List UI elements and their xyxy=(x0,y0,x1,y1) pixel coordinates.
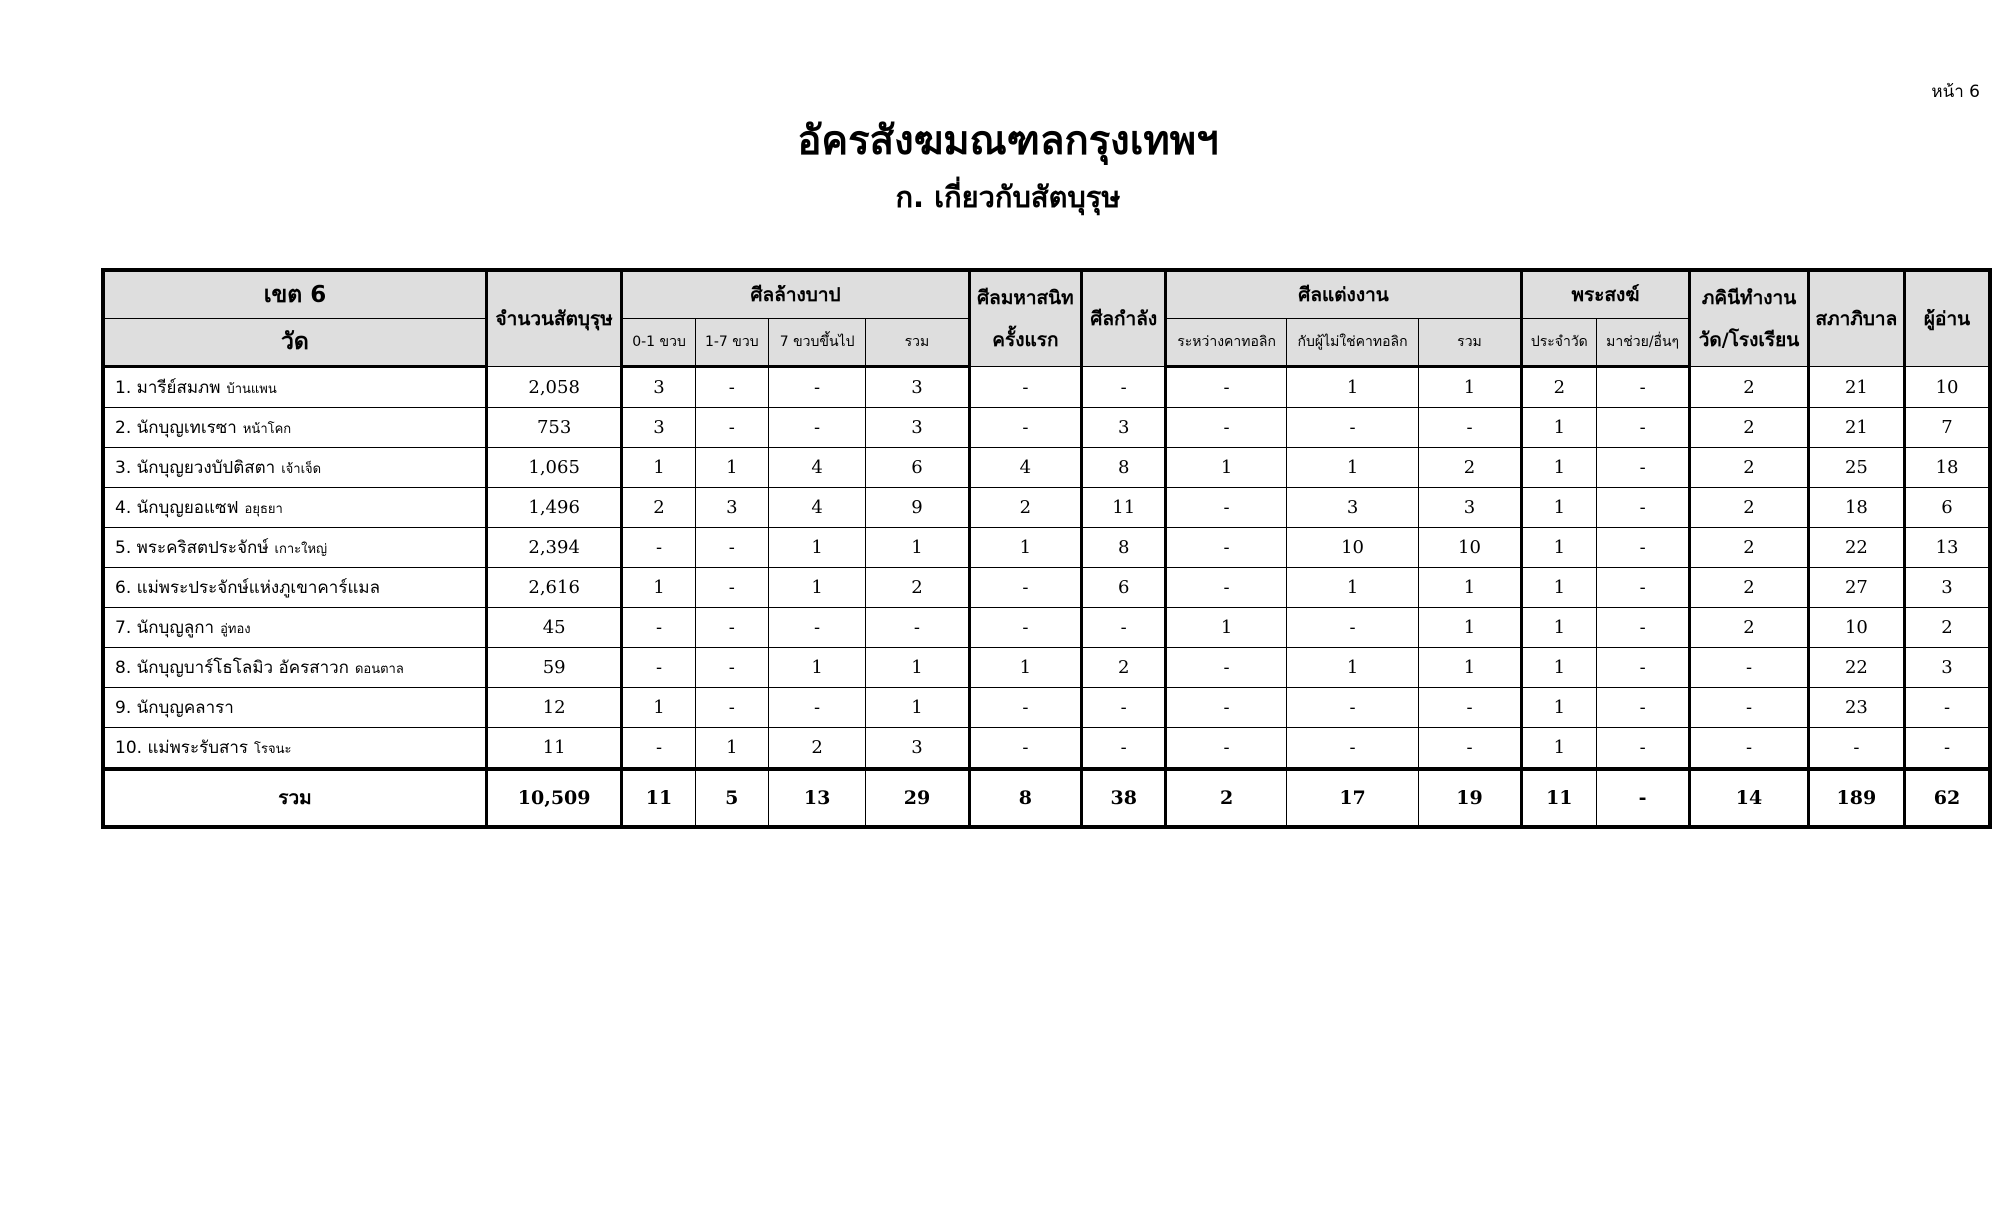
baptism-header: ศีลล้างบาป xyxy=(622,270,969,319)
church-name: 1. มารีย์สมภพ xyxy=(115,378,221,398)
marriage-mixed-cell: 10 xyxy=(1286,528,1418,568)
population-cell: 59 xyxy=(486,648,621,688)
council-cell: 22 xyxy=(1808,648,1904,688)
church-name-cell xyxy=(103,408,486,448)
confirmation-cell: - xyxy=(1082,367,1166,408)
church-name-cell xyxy=(103,608,486,648)
nuns-cell: 2 xyxy=(1690,528,1808,568)
total-label: รวม xyxy=(103,769,486,827)
table-row xyxy=(103,728,1990,770)
baptism-7-up-cell: 4 xyxy=(768,448,865,488)
total-priests-resident: 11 xyxy=(1521,769,1596,827)
baptism-7-up-cell: 1 xyxy=(768,648,865,688)
total-baptism-total: 29 xyxy=(866,769,969,827)
church-name: 10. แม่พระรับสาร xyxy=(115,738,249,758)
marriage-total-cell: 1 xyxy=(1419,367,1521,408)
priests-resident-cell: 1 xyxy=(1521,448,1596,488)
marriage-mixed-cell: 1 xyxy=(1286,448,1418,488)
confirmation-cell: - xyxy=(1082,688,1166,728)
marriage-total-cell: 1 xyxy=(1419,568,1521,608)
baptism-1-7-cell: - xyxy=(695,528,768,568)
marriage-mixed-cell: 1 xyxy=(1286,648,1418,688)
marriage-catholic-header: ระหว่างคาทอลิก xyxy=(1166,319,1286,367)
baptism-0-1-cell: - xyxy=(622,648,695,688)
confirmation-cell: - xyxy=(1082,608,1166,648)
readers-cell: 10 xyxy=(1905,367,1990,408)
priests-resident-cell: 1 xyxy=(1521,688,1596,728)
header-row-1 xyxy=(103,270,1990,319)
readers-cell: 13 xyxy=(1905,528,1990,568)
baptism-7-up-header: 7 ขวบขึ้นไป xyxy=(768,319,865,367)
priests-resident-cell: 2 xyxy=(1521,367,1596,408)
priests-assist-cell: - xyxy=(1596,608,1689,648)
total-priests-assist: - xyxy=(1596,769,1689,827)
marriage-total-cell: 1 xyxy=(1419,608,1521,648)
church-location: บ้านแพน xyxy=(226,382,277,397)
table-row xyxy=(103,528,1990,568)
population-cell: 1,496 xyxy=(486,488,621,528)
baptism-0-1-cell: 2 xyxy=(622,488,695,528)
council-cell: 21 xyxy=(1808,408,1904,448)
readers-cell: 6 xyxy=(1905,488,1990,528)
population-cell: 753 xyxy=(486,408,621,448)
nuns-header-line2: วัด/โรงเรียน xyxy=(1698,329,1800,351)
priests-assist-cell: - xyxy=(1596,408,1689,448)
readers-cell: - xyxy=(1905,688,1990,728)
council-cell: 27 xyxy=(1808,568,1904,608)
statistics-table xyxy=(101,268,1992,829)
marriage-total-cell: 1 xyxy=(1419,648,1521,688)
priests-resident-cell: 1 xyxy=(1521,648,1596,688)
nuns-cell: - xyxy=(1690,648,1808,688)
communion-cell: - xyxy=(969,688,1081,728)
council-cell: 10 xyxy=(1808,608,1904,648)
total-readers: 62 xyxy=(1905,769,1990,827)
baptism-7-up-cell: - xyxy=(768,608,865,648)
readers-cell: 3 xyxy=(1905,648,1990,688)
baptism-total-cell: 3 xyxy=(866,408,969,448)
baptism-1-7-cell: - xyxy=(695,688,768,728)
readers-cell: 2 xyxy=(1905,608,1990,648)
marriage-mixed-cell: 1 xyxy=(1286,568,1418,608)
priests-resident-cell: 1 xyxy=(1521,728,1596,770)
marriage-catholic-cell: - xyxy=(1166,688,1286,728)
baptism-0-1-cell: - xyxy=(622,728,695,770)
baptism-total-cell: 3 xyxy=(866,367,969,408)
baptism-total-cell: 1 xyxy=(866,688,969,728)
priests-assist-cell: - xyxy=(1596,488,1689,528)
marriage-catholic-cell: - xyxy=(1166,367,1286,408)
readers-cell: 18 xyxy=(1905,448,1990,488)
baptism-1-7-cell: - xyxy=(695,408,768,448)
table-row xyxy=(103,688,1990,728)
baptism-0-1-header: 0-1 ขวบ xyxy=(622,319,695,367)
total-marriage-catholic: 2 xyxy=(1166,769,1286,827)
population-cell: 11 xyxy=(486,728,621,770)
total-communion: 8 xyxy=(969,769,1081,827)
church-name: 3. นักบุญยวงบัปติสตา xyxy=(115,458,276,478)
baptism-total-cell: 3 xyxy=(866,728,969,770)
marriage-total-cell: - xyxy=(1419,688,1521,728)
marriage-mixed-cell: 3 xyxy=(1286,488,1418,528)
baptism-1-7-cell: - xyxy=(695,367,768,408)
zone-header: เขต 6 xyxy=(103,270,486,319)
readers-cell: - xyxy=(1905,728,1990,770)
baptism-0-1-cell: 3 xyxy=(622,408,695,448)
total-row xyxy=(103,769,1990,827)
baptism-0-1-cell: 1 xyxy=(622,448,695,488)
population-cell: 2,394 xyxy=(486,528,621,568)
communion-header xyxy=(969,270,1081,367)
marriage-mixed-header: กับผู้ไม่ใช่คาทอลิก xyxy=(1286,319,1418,367)
priests-assist-cell: - xyxy=(1596,688,1689,728)
page-subtitle: ก. เกี่ยวกับสัตบุรุษ xyxy=(895,180,1121,214)
marriage-total-cell: 3 xyxy=(1419,488,1521,528)
page-number: หน้า 6 xyxy=(1931,82,1980,102)
communion-cell: - xyxy=(969,728,1081,770)
nuns-cell: 2 xyxy=(1690,448,1808,488)
confirmation-cell: 6 xyxy=(1082,568,1166,608)
priests-resident-cell: 1 xyxy=(1521,608,1596,648)
baptism-total-cell: 9 xyxy=(866,488,969,528)
priests-assist-cell: - xyxy=(1596,728,1689,770)
church-location: โรจนะ xyxy=(254,742,292,757)
baptism-total-cell: 6 xyxy=(866,448,969,488)
nuns-cell: - xyxy=(1690,728,1808,770)
total-nuns: 14 xyxy=(1690,769,1808,827)
marriage-total-cell: 10 xyxy=(1419,528,1521,568)
marriage-total-cell: - xyxy=(1419,408,1521,448)
population-cell: 1,065 xyxy=(486,448,621,488)
church-name-cell xyxy=(103,488,486,528)
marriage-catholic-cell: - xyxy=(1166,528,1286,568)
baptism-7-up-cell: 2 xyxy=(768,728,865,770)
church-name: 9. นักบุญคลารา xyxy=(115,698,234,718)
table-row xyxy=(103,408,1990,448)
baptism-total-cell: 1 xyxy=(866,648,969,688)
church-name: 2. นักบุญเทเรซา xyxy=(115,418,237,438)
readers-header: ผู้อ่าน xyxy=(1905,270,1990,367)
communion-cell: 4 xyxy=(969,448,1081,488)
church-location: อยุธยา xyxy=(244,502,283,517)
baptism-7-up-cell: 1 xyxy=(768,568,865,608)
church-name: 7. นักบุญลูกา xyxy=(115,618,215,638)
baptism-total-header: รวม xyxy=(866,319,969,367)
baptism-1-7-cell: 3 xyxy=(695,488,768,528)
communion-cell: - xyxy=(969,367,1081,408)
church-location: ดอนตาล xyxy=(354,662,404,677)
baptism-1-7-cell: - xyxy=(695,608,768,648)
marriage-total-cell: 2 xyxy=(1419,448,1521,488)
total-confirmation: 38 xyxy=(1082,769,1166,827)
communion-header-line2: ครั้งแรก xyxy=(992,329,1059,351)
marriage-header: ศีลแต่งงาน xyxy=(1166,270,1521,319)
baptism-7-up-cell: - xyxy=(768,367,865,408)
confirmation-cell: 11 xyxy=(1082,488,1166,528)
population-header: จำนวนสัตบุรุษ xyxy=(486,270,621,367)
church-name: 5. พระคริสตประจักษ์ xyxy=(115,538,269,558)
church-name-cell xyxy=(103,528,486,568)
baptism-7-up-cell: 1 xyxy=(768,528,865,568)
total-baptism-0-1: 11 xyxy=(622,769,695,827)
baptism-7-up-cell: 4 xyxy=(768,488,865,528)
priests-assist-cell: - xyxy=(1596,367,1689,408)
population-cell: 45 xyxy=(486,608,621,648)
nuns-header xyxy=(1690,270,1808,367)
baptism-7-up-cell: - xyxy=(768,688,865,728)
church-name-cell xyxy=(103,728,486,770)
baptism-0-1-cell: - xyxy=(622,608,695,648)
communion-cell: - xyxy=(969,608,1081,648)
marriage-mixed-cell: - xyxy=(1286,408,1418,448)
baptism-0-1-cell: 3 xyxy=(622,367,695,408)
marriage-catholic-cell: - xyxy=(1166,728,1286,770)
confirmation-cell: 8 xyxy=(1082,528,1166,568)
church-name: 6. แม่พระประจักษ์แห่งภูเขาคาร์แมล xyxy=(115,578,381,598)
table-row xyxy=(103,608,1990,648)
marriage-catholic-cell: - xyxy=(1166,488,1286,528)
church-name: 8. นักบุญบาร์โธโลมิว อัครสาวก xyxy=(115,658,349,678)
population-cell: 2,616 xyxy=(486,568,621,608)
council-cell: 23 xyxy=(1808,688,1904,728)
confirmation-cell: 3 xyxy=(1082,408,1166,448)
marriage-catholic-cell: - xyxy=(1166,568,1286,608)
nuns-header-line1: ภคินีทำงาน xyxy=(1701,287,1797,309)
confirmation-cell: 2 xyxy=(1082,648,1166,688)
nuns-cell: 2 xyxy=(1690,608,1808,648)
priests-assist-cell: - xyxy=(1596,568,1689,608)
baptism-0-1-cell: - xyxy=(622,528,695,568)
council-cell: - xyxy=(1808,728,1904,770)
nuns-cell: 2 xyxy=(1690,367,1808,408)
priests-resident-cell: 1 xyxy=(1521,408,1596,448)
page-title: อัครสังฆมณฑลกรุงเทพฯ xyxy=(797,118,1219,164)
priests-header: พระสงฆ์ xyxy=(1521,270,1690,319)
baptism-1-7-cell: - xyxy=(695,568,768,608)
table-row xyxy=(103,367,1990,408)
marriage-total-cell: - xyxy=(1419,728,1521,770)
table-row xyxy=(103,568,1990,608)
church-name-cell xyxy=(103,367,486,408)
total-baptism-7-up: 13 xyxy=(768,769,865,827)
priests-assist-cell: - xyxy=(1596,448,1689,488)
church-location: เกาะใหญ่ xyxy=(274,542,328,557)
confirmation-header: ศีลกำลัง xyxy=(1082,270,1166,367)
church-name-cell xyxy=(103,648,486,688)
nuns-cell: 2 xyxy=(1690,488,1808,528)
table-row xyxy=(103,448,1990,488)
marriage-catholic-cell: - xyxy=(1166,648,1286,688)
readers-cell: 7 xyxy=(1905,408,1990,448)
priests-assist-cell: - xyxy=(1596,648,1689,688)
council-cell: 18 xyxy=(1808,488,1904,528)
church-location: หน้าโคก xyxy=(242,422,292,437)
communion-cell: - xyxy=(969,568,1081,608)
nuns-cell: - xyxy=(1690,688,1808,728)
church-name: 4. นักบุญยอแซฟ xyxy=(115,498,239,518)
baptism-1-7-cell: 1 xyxy=(695,448,768,488)
marriage-mixed-cell: - xyxy=(1286,728,1418,770)
priests-assist-header: มาช่วย/อื่นๆ xyxy=(1596,319,1689,367)
communion-cell: 1 xyxy=(969,528,1081,568)
priests-resident-cell: 1 xyxy=(1521,528,1596,568)
church-header: วัด xyxy=(103,319,486,367)
baptism-0-1-cell: 1 xyxy=(622,568,695,608)
baptism-0-1-cell: 1 xyxy=(622,688,695,728)
nuns-cell: 2 xyxy=(1690,408,1808,448)
total-population: 10,509 xyxy=(486,769,621,827)
communion-cell: 2 xyxy=(969,488,1081,528)
baptism-total-cell: - xyxy=(866,608,969,648)
church-name-cell xyxy=(103,448,486,488)
nuns-cell: 2 xyxy=(1690,568,1808,608)
total-council: 189 xyxy=(1808,769,1904,827)
baptism-7-up-cell: - xyxy=(768,408,865,448)
council-cell: 22 xyxy=(1808,528,1904,568)
communion-cell: 1 xyxy=(969,648,1081,688)
baptism-1-7-cell: 1 xyxy=(695,728,768,770)
communion-cell: - xyxy=(969,408,1081,448)
council-cell: 21 xyxy=(1808,367,1904,408)
priests-resident-cell: 1 xyxy=(1521,488,1596,528)
communion-header-line1: ศีลมหาสนิท xyxy=(977,287,1074,309)
priests-resident-header: ประจำวัด xyxy=(1521,319,1596,367)
marriage-total-header: รวม xyxy=(1419,319,1521,367)
priests-resident-cell: 1 xyxy=(1521,568,1596,608)
marriage-mixed-cell: 1 xyxy=(1286,367,1418,408)
baptism-total-cell: 1 xyxy=(866,528,969,568)
priests-assist-cell: - xyxy=(1596,528,1689,568)
council-header: สภาภิบาล xyxy=(1808,270,1904,367)
population-cell: 12 xyxy=(486,688,621,728)
baptism-total-cell: 2 xyxy=(866,568,969,608)
baptism-1-7-cell: - xyxy=(695,648,768,688)
confirmation-cell: 8 xyxy=(1082,448,1166,488)
marriage-mixed-cell: - xyxy=(1286,608,1418,648)
marriage-mixed-cell: - xyxy=(1286,688,1418,728)
council-cell: 25 xyxy=(1808,448,1904,488)
table-row xyxy=(103,648,1990,688)
population-cell: 2,058 xyxy=(486,367,621,408)
readers-cell: 3 xyxy=(1905,568,1990,608)
total-baptism-1-7: 5 xyxy=(695,769,768,827)
total-marriage-mixed: 17 xyxy=(1286,769,1418,827)
baptism-1-7-header: 1-7 ขวบ xyxy=(695,319,768,367)
total-marriage-total: 19 xyxy=(1419,769,1521,827)
marriage-catholic-cell: - xyxy=(1166,408,1286,448)
marriage-catholic-cell: 1 xyxy=(1166,448,1286,488)
marriage-catholic-cell: 1 xyxy=(1166,608,1286,648)
church-name-cell xyxy=(103,568,486,608)
church-location: อู่ทอง xyxy=(220,622,251,637)
confirmation-cell: - xyxy=(1082,728,1166,770)
church-name-cell xyxy=(103,688,486,728)
table-row xyxy=(103,488,1990,528)
church-location: เจ้าเจ็ด xyxy=(281,462,322,477)
